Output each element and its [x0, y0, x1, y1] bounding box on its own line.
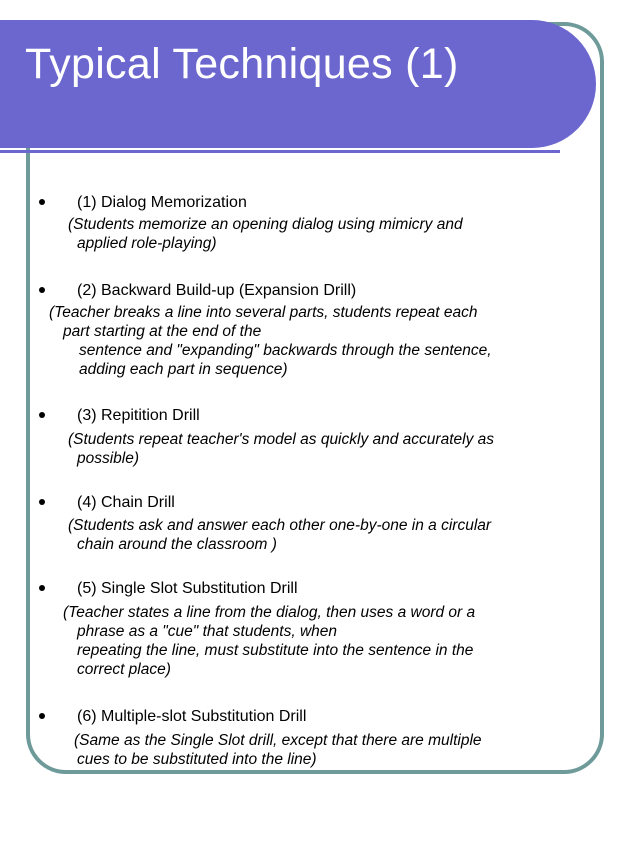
- desc-line: part starting at the end of the: [63, 323, 262, 340]
- desc-line: chain around the classroom ): [77, 536, 277, 553]
- desc-line: (Students ask and answer each other one-by-one in a circular: [68, 517, 492, 534]
- desc-line: sentence and "expanding" backwards through the sentence,: [79, 342, 492, 359]
- desc-line: (Students memorize an opening dialog using mimicry and: [68, 216, 463, 233]
- desc-line: correct place): [77, 661, 171, 678]
- item-description: [74, 731, 482, 769]
- bullet-icon: [39, 499, 45, 505]
- bullet-icon: [39, 412, 45, 418]
- desc-line: (Same as the Single Slot drill, except that there are multiple: [74, 732, 482, 749]
- desc-line: possible): [77, 450, 140, 467]
- desc-line: (Teacher states a line from the dialog, then uses a word or a: [63, 604, 476, 621]
- item-heading: (3) Repitition Drill: [77, 407, 200, 424]
- desc-line: phrase as a "cue" that students, when: [77, 623, 338, 640]
- item-description: [68, 215, 463, 253]
- item-heading: (1) Dialog Memorization: [77, 194, 247, 211]
- item-description: [63, 603, 475, 679]
- item-heading: (4) Chain Drill: [77, 494, 175, 511]
- bullet-icon: [39, 585, 45, 591]
- desc-line: repeating the line, must substitute into the sentence in the: [77, 642, 474, 659]
- desc-line: applied role-playing): [77, 235, 217, 252]
- desc-line: (Students repeat teacher's model as quickly and accurately as: [68, 431, 494, 448]
- item-heading: (2) Backward Build-up (Expansion Drill): [77, 282, 357, 299]
- item-description: [68, 516, 491, 554]
- item-description: [49, 303, 492, 379]
- bullet-icon: [39, 199, 45, 205]
- desc-line: adding each part in sequence): [79, 361, 288, 378]
- item-description: [68, 430, 494, 468]
- item-heading: (5) Single Slot Substitution Drill: [77, 580, 298, 597]
- item-heading: (6) Multiple-slot Substitution Drill: [77, 708, 307, 725]
- bullet-icon: [39, 713, 45, 719]
- bullet-icon: [39, 287, 45, 293]
- desc-line: cues to be substituted into the line): [77, 751, 317, 768]
- desc-line: (Teacher breaks a line into several parts, students repeat each: [49, 304, 478, 321]
- slide-title: Typical Techniques (1): [25, 40, 459, 88]
